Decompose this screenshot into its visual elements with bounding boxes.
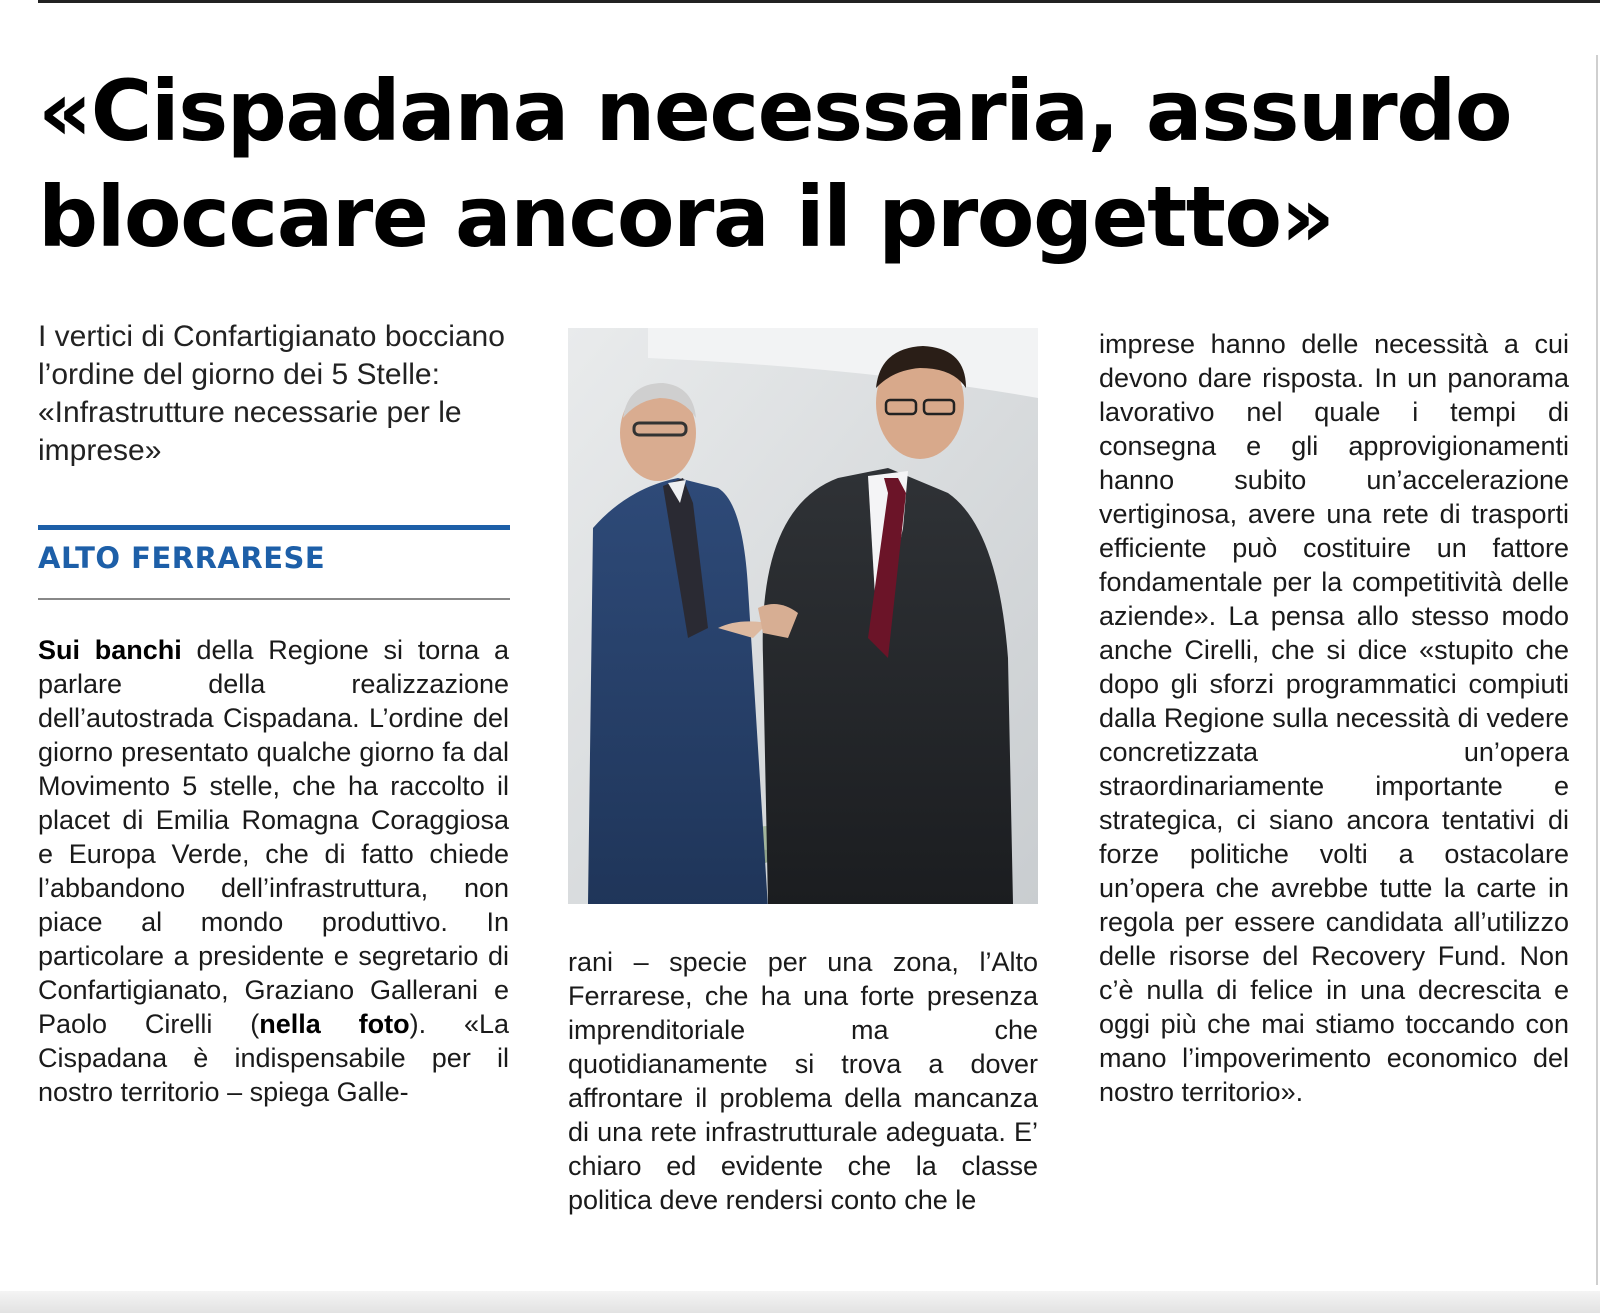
section-label: ALTO FERRARESE [38, 541, 326, 575]
column-3-text: imprese hanno delle necessità a cui devono dare risposta. In un panorama lavorativo nel quale i tempi di consegna e gli approvigionamenti hanno subito un’accelerazione vertiginosa, avere una rete di trasporti efficiente può costituire un fattore fondamentale per la competitività delle aziende». La pensa allo stesso modo anche Cirelli, che si dice «stupito che dopo gli sforzi programmatici compiuti dalla Regione sulla necessità di vedere concretizzata un’opera straordinariamente importante e strategica, ci siano ancora tentativi di forze politiche volti a ostacolare un’opera che avrebbe tutte la carte in regola per essere candidata all’utilizzo delle risorse del Recovery Fund. Non c’è nulla di felice in una decrescita e oggi più che mai stiamo toccando con mano l’impoverimento economico del nostro territorio». [1099, 329, 1569, 1107]
section-divider [38, 598, 510, 600]
lead-in: Sui banchi [38, 635, 182, 665]
article-column-1 [38, 633, 509, 1109]
article-column-3 [1099, 327, 1569, 1109]
section-rule [38, 525, 510, 530]
top-rule [38, 0, 1600, 3]
article-photo [568, 328, 1038, 904]
article-column-2 [568, 945, 1038, 1217]
page-edge [1596, 55, 1598, 1285]
page-bottom-shadow [0, 1291, 1600, 1313]
column-1-text: Sui banchi della Regione si torna a parlare della realizzazione dell’autostrada Cispadana. L’ordine del giorno presentato qualche giorno fa dal Movimento 5 stelle, che ha raccolto il placet di Emilia Romagna Coraggiosa e Europa Verde, che di fatto chiede l’abbandono dell’infrastruttura, non piace al mondo produttivo. In particolare a presidente e segretario di Confartigianato, Graziano Gallerani e Paolo Cirelli (nella foto). «La Cispadana è indispensabile per il nostro territorio – spiega Galle- [38, 635, 509, 1107]
column-2-text: rani – specie per una zona, l’Alto Ferrarese, che ha una forte presenza imprenditoriale ma che quotidianamente si trova a dover affrontare il problema della mancanza di una rete infrastrutturale adeguata. E’ chiaro ed evidente che la classe politica deve rendersi conto che le [568, 947, 1038, 1215]
subheadline: I vertici di Confartigianato bocciano l’ordine del giorno dei 5 Stelle: «Infrastrutture necessarie per le imprese» [38, 320, 505, 467]
headline: «Cispadana necessaria, assurdo bloccare ancora il progetto» [38, 62, 1512, 266]
photo-reference: nella foto [259, 1009, 410, 1039]
handshake-photo [568, 328, 1038, 904]
